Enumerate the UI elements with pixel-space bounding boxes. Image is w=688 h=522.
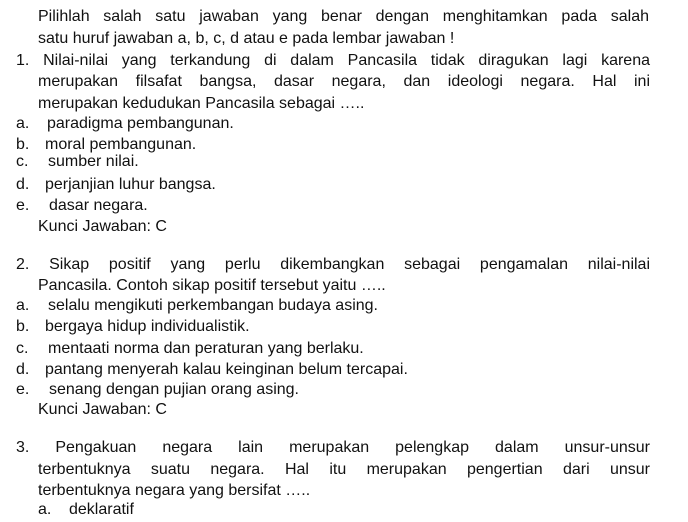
option-text: paradigma pembangunan.: [47, 115, 234, 132]
question-1-option-d: [16, 174, 216, 197]
option-text: deklaratif: [69, 501, 134, 518]
option-label: c.: [16, 340, 29, 357]
option-label: a.: [38, 501, 52, 518]
question-2-option-b: [16, 316, 250, 339]
question-1-line-3: merupakan kedudukan Pancasila sebagai …..: [38, 95, 365, 112]
option-label: d.: [16, 176, 30, 193]
option-text: perjanjian luhur bangsa.: [45, 176, 216, 193]
option-label: e.: [16, 197, 30, 214]
option-text: dasar negara.: [49, 197, 148, 214]
option-text: moral pembangunan.: [45, 136, 197, 153]
question-2-line-2: Pancasila. Contoh sikap positif tersebut yaitu …..: [38, 277, 386, 294]
option-label: a.: [16, 297, 30, 314]
option-text: sumber nilai.: [48, 153, 139, 170]
question-2-line-1: 2. Sikap positif yang perlu dikembangkan sebagai pengamalan nilai-nilai: [16, 256, 650, 273]
question-1-option-c: [16, 151, 139, 174]
option-label: a.: [16, 115, 30, 132]
question-2-option-c: [16, 338, 364, 361]
question-1-line-2: merupakan filsafat bangsa, dasar negara, dan ideologi negara. Hal ini: [38, 73, 650, 90]
question-1-option-a: [16, 113, 234, 136]
question-2-option-a: [16, 295, 378, 318]
option-label: c.: [16, 153, 29, 170]
option-text: selalu mengikuti perkembangan budaya asing.: [48, 297, 378, 314]
question-2-answer-key: Kunci Jawaban: C: [38, 401, 167, 418]
question-3-line-2: terbentuknya suatu negara. Hal itu merupakan pengertian dari unsur: [38, 461, 650, 478]
question-1-line-1: 1. Nilai-nilai yang terkandung di dalam Pancasila tidak diragukan lagi karena: [16, 52, 650, 69]
option-label: d.: [16, 361, 30, 378]
option-text: mentaati norma dan peraturan yang berlaku.: [48, 340, 364, 357]
option-text: bergaya hidup individualistik.: [45, 318, 250, 335]
instruction-line-1: Pilihlah salah satu jawaban yang benar dengan menghitamkan pada salah: [38, 8, 649, 25]
question-1-option-e: [16, 195, 148, 218]
instruction-line-2: satu huruf jawaban a, b, c, d atau e pada lembar jawaban !: [38, 30, 455, 47]
question-3-line-3: terbentuknya negara yang bersifat …..: [38, 482, 311, 499]
question-1-answer-key: Kunci Jawaban: C: [38, 218, 167, 235]
option-text: senang dengan pujian orang asing.: [49, 381, 299, 398]
question-3-line-1: 3. Pengakuan negara lain merupakan pelengkap dalam unsur-unsur: [16, 439, 650, 456]
option-label: e.: [16, 381, 30, 398]
option-label: b.: [16, 318, 30, 335]
option-label: b.: [16, 136, 30, 153]
question-3-option-a: [38, 499, 134, 522]
option-text: pantang menyerah kalau keinginan belum tercapai.: [45, 361, 408, 378]
